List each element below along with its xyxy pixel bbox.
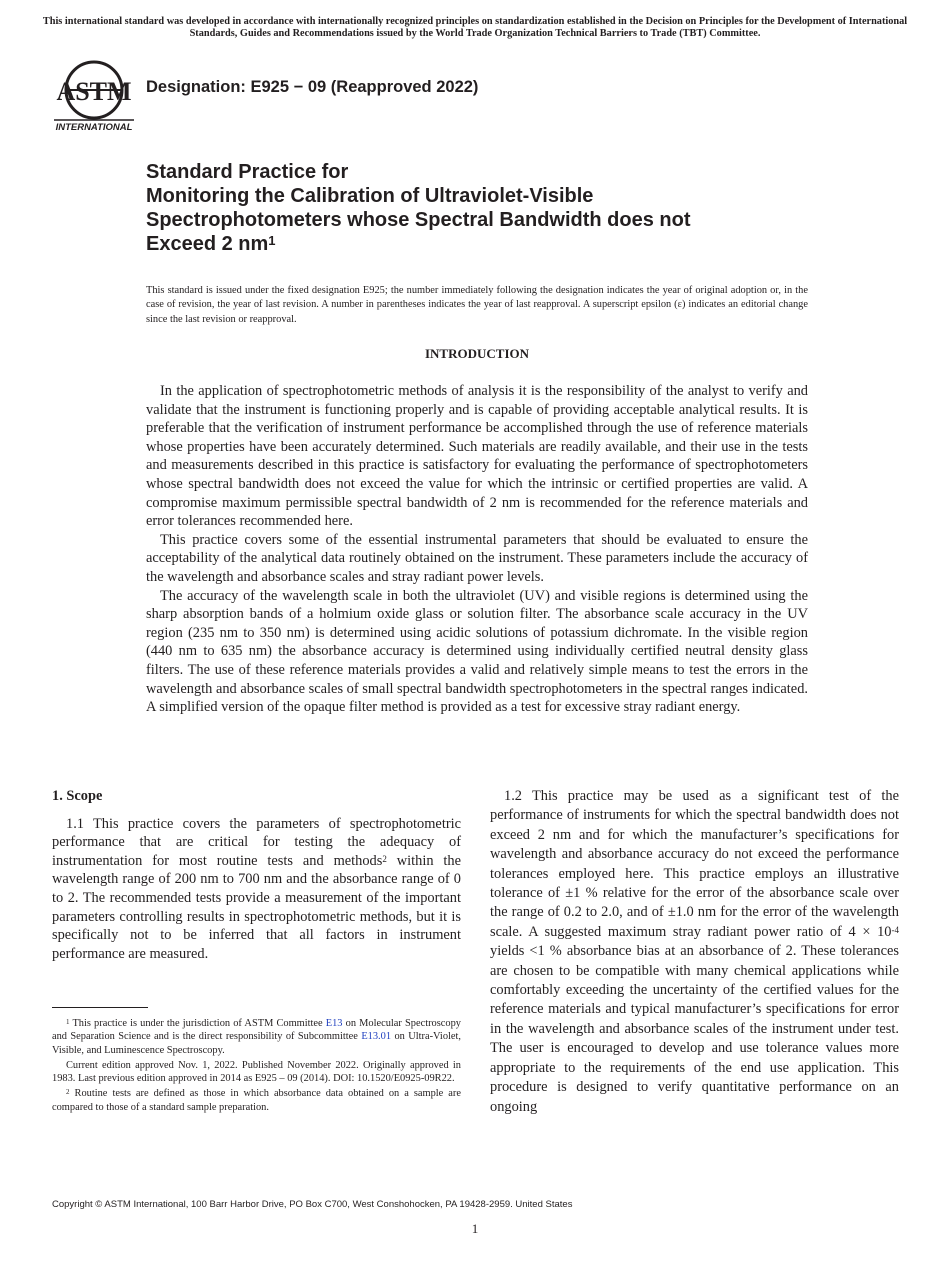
title-line-2: Monitoring the Calibration of Ultraviolet-Visible bbox=[146, 185, 594, 207]
scope-1-2-text-b: yields <1 % absorbance bias at an absorbance of 2. These tolerances are chosen to be compatible with many chemical applications while comfortably exceeding the uncertainty of the certified values for the reference materials and typical manufacturer’s specifications for error in the wavelength and absorbance scales of the instrument under test. The user is encouraged to develop and use tolerance values more appropriate to the requirements of the end use application. This procedure is designed to verify quantitative performance on an ongoing bbox=[490, 943, 899, 1115]
introduction-body bbox=[146, 382, 808, 717]
scope-1-1-text-a: 1.1 This practice covers the parameters of spectrophotometric performance that are critical for testing the adequacy of instrumentation for most routine tests and methods bbox=[52, 815, 461, 869]
logo-subtext: INTERNATIONAL bbox=[55, 122, 133, 132]
scope-1-2-text-a: 1.2 This practice may be used as a significant test of the performance of instruments for which the spectral bandwidth does not exceed 2 nm and for which the manufacturer’s specifications for wavelength and absorbance accuracy do not exceed the performance tolerances employed here. This practice employs an illustrative tolerance of ±1 % relative for the error of the absorbance scale over the range of 0.2 to 2.0, and of ±1.0 nm for the error of the wavelength scale. A suggested maximum stray radiant power ratio of 4 × 10 bbox=[490, 788, 899, 940]
footnote-1-text-c: on Ultra-Violet, Visible, and Luminescence Spectroscopy. bbox=[52, 1031, 461, 1056]
left-column bbox=[52, 787, 461, 963]
intro-paragraph-2: This practice covers some of the essential instrumental parameters that should be evaluated to ensure the acceptability of the analytical data routinely obtained on the instrument. These parameters include the accuracy of the wavelength and absorbance scales and stray radiant power levels. bbox=[146, 531, 808, 585]
footnote-1-mark: 1 bbox=[66, 1018, 70, 1026]
footnote-2-ref: 2 bbox=[382, 853, 387, 864]
scope-1-2 bbox=[490, 787, 899, 1117]
wto-notice: This international standard was developed in accordance with internationally recognized principles on standardization established in the Decision on Principles for the Development of International Standards, Guides and Recommendations issued by the World Trade Organization Technical Barriers to Trade (TBT) Committee. bbox=[42, 16, 908, 39]
scope-heading: 1. Scope bbox=[52, 788, 103, 804]
footnote-2 bbox=[52, 1087, 461, 1114]
exponent: -4 bbox=[891, 924, 899, 935]
astm-logo bbox=[52, 60, 136, 132]
subcommittee-e13-01-link[interactable]: E13.01 bbox=[361, 1031, 392, 1043]
page-number: 1 bbox=[471, 1221, 479, 1236]
logo-text: ASTM bbox=[56, 77, 132, 106]
designation: Designation: E925 − 09 (Reapproved 2022) bbox=[146, 78, 479, 96]
copyright-notice: Copyright © ASTM International, 100 Barr Harbor Drive, PO Box C700, West Conshohocken, PA 19428-2959. United States bbox=[52, 1199, 573, 1210]
footnote-1 bbox=[52, 1017, 461, 1057]
footnotes bbox=[52, 1017, 461, 1116]
right-column bbox=[490, 787, 899, 1117]
scope-1-1-text-b: within the wavelength range of 200 nm to 700 nm and the absorbance range of 0 to 2. The recommended tests provide a measurement of the important parameters controlling results in spectrophotometric methods, but it is specifically not to be inferred that all factors in instrument performance are measured. bbox=[52, 852, 461, 962]
intro-paragraph-1: In the application of spectrophotometric methods of analysis it is the responsibility of the analyst to verify and validate that the instrument is functioning properly and is capable of providing acceptable analytical results. It is preferable that the verification of instrument performance be accomplished through the use of reference materials whose properties have been accurately determined. Such materials are readily available, and their use in the tests and measurements described in this practice is satisfactory for evaluating the performance of spectrophotometers whose spectral bandwidth does not exceed the value for which the intrinsic or certified properties are valid. A compromise maximum permissible spectral bandwidth of 2 nm is recommended for the reference materials and error tolerances recommended here. bbox=[146, 383, 808, 530]
committee-e13-link[interactable]: E13 bbox=[325, 1018, 343, 1029]
edition-note: Current edition approved Nov. 1, 2022. Published November 2022. Originally approved in 1983. Last previous edition approved in 2014 as E925 – 09 (2014). DOI: 10.1520/E0925-09R22. bbox=[52, 1059, 461, 1085]
title-line-4 bbox=[146, 232, 846, 256]
title-line-3: Spectrophotometers whose Spectral Bandwidth does not bbox=[146, 209, 691, 231]
document-title bbox=[146, 160, 846, 256]
footnote-2-text: Routine tests are defined as those in which absorbance data obtained on a sample are compared to those of a standard sample preparation. bbox=[52, 1088, 461, 1113]
footnote-1-text-b: on Molecular Spectroscopy and Separation Science and is the direct responsibility of Subcommittee bbox=[52, 1018, 461, 1043]
footnote-2-mark: 2 bbox=[66, 1088, 70, 1097]
astm-logo-mark bbox=[52, 60, 136, 132]
title-line-4-text: Exceed 2 nm bbox=[146, 233, 269, 255]
footnote-divider bbox=[52, 1007, 148, 1008]
scope-1-1 bbox=[52, 815, 461, 964]
introduction-heading: INTRODUCTION bbox=[424, 346, 529, 361]
footnote-1-text-a: This practice is under the jurisdiction of ASTM Committee bbox=[69, 1018, 326, 1029]
intro-paragraph-3: The accuracy of the wavelength scale in both the ultraviolet (UV) and visible regions is determined using the sharp absorption bands of a holmium oxide glass or solution filter. The absorbance scale accuracy in the UV region (235 nm to 350 nm) is determined using acidic solutions of potassium dichromate. In the visible region (440 nm to 635 nm) the absorbance accuracy is determined using individually certified neutral density glass filters. The use of these reference materials provides a valid and relatively simple means to test the errors in the wavelength and absorbance scales of small spectral bandwidth spectrophotometers in the spectral ranges indicated. A simplified version of the opaque filter method is provided as a test for excessive stray radiant energy. bbox=[146, 587, 808, 716]
issue-statement: This standard is issued under the fixed designation E925; the number immediately following the designation indicates the year of original adoption or, in the case of revision, the year of last revision. A number in parentheses indicates the year of last reapproval. A superscript epsilon (ε) indicates an editorial change since the last revision or reapproval. bbox=[146, 285, 808, 325]
title-line-1: Standard Practice for bbox=[146, 161, 349, 183]
title-footnote-mark: 1 bbox=[268, 233, 276, 248]
